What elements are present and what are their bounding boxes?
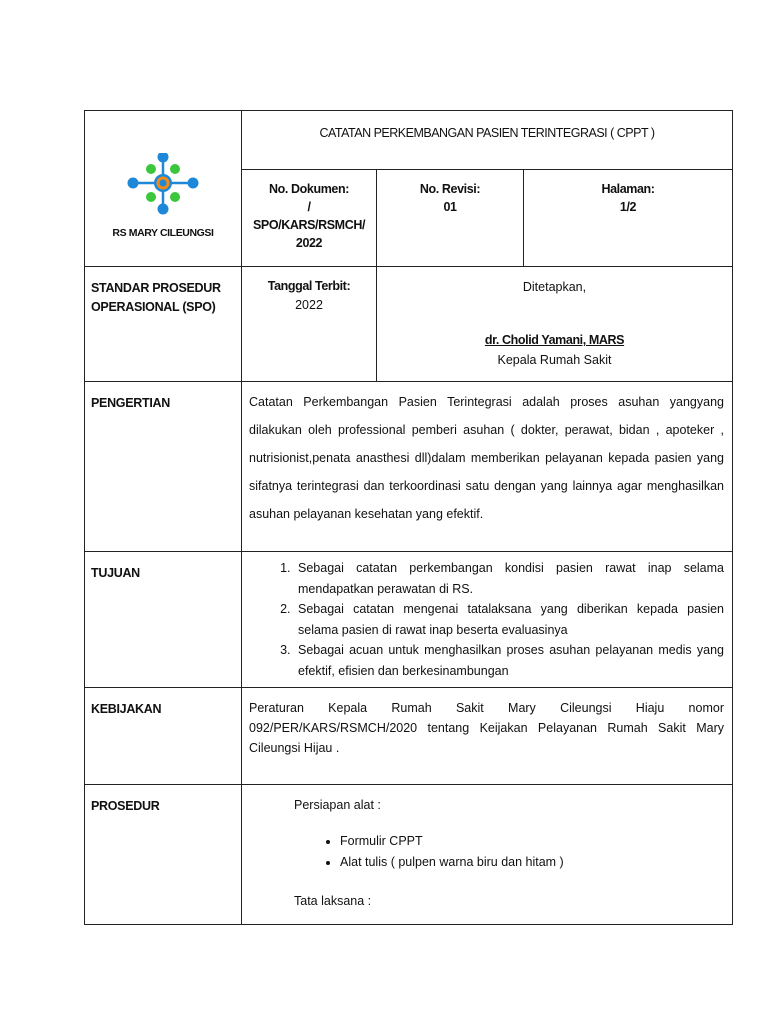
spo-label-line-2: OPERASIONAL (SPO) — [91, 300, 216, 314]
doc-number-label: No. Dokumen: — [269, 182, 349, 196]
doc-number-line-3: 2022 — [295, 236, 323, 250]
logo-petal-icon — [170, 164, 180, 174]
signer-name: dr. Cholid Yamani, MARS — [484, 333, 625, 347]
org-name: RS MARY CILEUNGSI — [112, 227, 214, 239]
issue-date-label: Tanggal Terbit: — [267, 279, 351, 293]
approval-cell — [377, 267, 733, 382]
logo-petal-icon — [158, 204, 169, 215]
logo-petal-icon — [188, 178, 199, 189]
prep-label: Persiapan alat : — [294, 798, 381, 812]
kebijakan-label: KEBIJAKAN — [85, 688, 242, 785]
tujuan-item: 1. Sebagai catatan perkembangan kondisi pasien rawat inap selama mendapatkan perawatan di RS. — [294, 558, 724, 599]
logo-cell — [85, 111, 242, 267]
kebijakan-text: Peraturan Kepala Rumah Sakit Mary Cileungsi Hiaju nomor 092/PER/KARS/RSMCH/2020 tentang Keijakan Pelayanan Rumah Sakit Mary Cileungsi Hijau . — [242, 688, 733, 785]
tujuan-cell — [242, 552, 733, 688]
spo-document — [84, 110, 732, 925]
steps-label: Tata laksana : — [294, 894, 372, 908]
tujuan-label: TUJUAN — [85, 552, 242, 688]
pengertian-text: Catatan Perkembangan Pasien Terintegrasi adalah proses asuhan yangyang dilakukan oleh professional pemberi asuhan ( dokter, perawat, bidan , apoteker , nutrisionist,penata anasthesi dll)dalam memberikan pelayanan kepada pasien yang sifatnya terintegrasi dan terkoordinasi satu dengan yang lainnya agar menghasilkan asuhan pelayanan kesehatan yang efektif. — [242, 382, 733, 552]
revision-label: No. Revisi: — [419, 182, 481, 196]
hospital-logo-icon — [123, 153, 203, 223]
signer-title: Kepala Rumah Sakit — [497, 353, 612, 367]
prosedur-label: PROSEDUR — [85, 785, 242, 925]
approval-label: Ditetapkan, — [522, 280, 587, 294]
logo-petal-icon — [158, 153, 169, 163]
pengertian-label: PENGERTIAN — [85, 382, 242, 552]
page-cell — [524, 170, 733, 267]
doc-number-line-1: / — [307, 200, 311, 214]
doc-number-line-2: SPO/KARS/RSMCH/ — [252, 218, 366, 232]
logo-petal-icon — [128, 178, 139, 189]
document-title: CATATAN PERKEMBANGAN PASIEN TERINTEGRASI ( CPPT ) — [242, 111, 733, 170]
logo-petal-icon — [146, 164, 156, 174]
tujuan-item: 2. Sebagai catatan mengenai tatalaksana yang diberikan kepada pasien selama pasien di rawat inap beserta evaluasinya — [294, 599, 724, 640]
spo-label-line-1: STANDAR PROSEDUR — [91, 281, 221, 295]
logo-petal-icon — [146, 192, 156, 202]
issue-date-value: 2022 — [295, 298, 323, 312]
prep-list — [242, 831, 732, 873]
page-value: 1/2 — [619, 200, 637, 214]
prosedur-cell — [242, 785, 733, 925]
spo-label — [85, 267, 242, 382]
page-label: Halaman: — [601, 182, 655, 196]
logo-petal-icon — [170, 192, 180, 202]
spo-table — [84, 110, 733, 925]
tujuan-list — [242, 558, 724, 681]
tujuan-item: 3. Sebagai acuan untuk menghasilkan proses asuhan pelayanan medis yang efektif, efisien dan berkesinambungan — [294, 640, 724, 681]
prep-item: • Alat tulis ( pulpen warna biru dan hitam ) — [340, 852, 732, 873]
prep-item: • Formulir CPPT — [340, 831, 732, 852]
revision-value: 01 — [443, 200, 457, 214]
revision-cell — [377, 170, 524, 267]
doc-number-cell — [242, 170, 377, 267]
issue-date-cell — [242, 267, 377, 382]
